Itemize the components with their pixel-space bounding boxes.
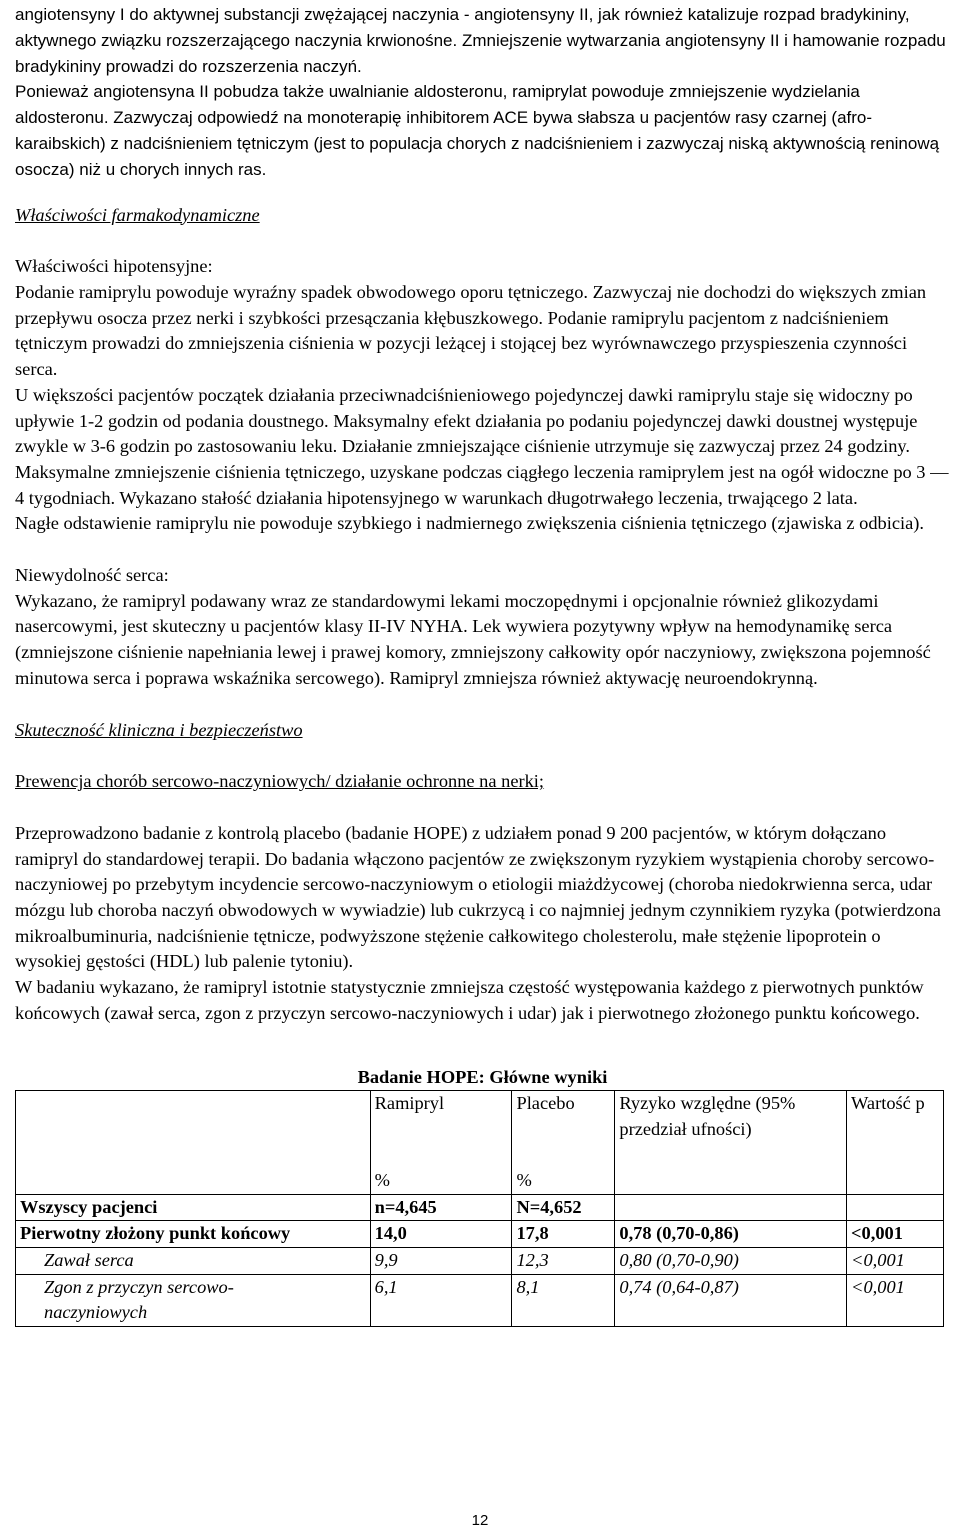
header-p-label: Wartość p	[851, 1093, 925, 1114]
row-rr: 0,74 (0,64-0,87)	[615, 1274, 847, 1326]
table-row	[16, 1221, 944, 1248]
hope-paragraph-1: Przeprowadzono badanie z kontrolą placebo (badanie HOPE) z udziałem ponad 9 200 pacjentów, w którym dołączano ramipryl do standardowej terapii. Do badania włączono pacjentów ze zwiększonym ryzykiem wystąpienia choroby sercowo-naczyniowej po przebytym incydencie sercowo-naczyniowym o etiologii miażdżycowej (choroba niedokrwienna serca, udar mózgu lub choroba naczyń obwodowych w wywiadzie) lub cukrzycą i co najmniej jednym czynnikiem ryzyka (potwierdzona mikroalbuminuria, nadciśnienie tętnicze, podwyższone stężenie całkowitego cholesterolu, małe stężenie lipoprotein o wysokiej gęstości (HDL) lub palenie tytoniu).	[15, 822, 941, 972]
row-label: Zgon z przyczyn sercowo-naczyniowych	[16, 1274, 371, 1326]
table-row	[16, 1194, 944, 1221]
hypotensive-paragraph-4: Nagłe odstawienie ramiprylu nie powoduje szybkiego i nadmiernego zwiększenia ciśnienia tętniczego (zjawiska z odbicia).	[15, 513, 924, 534]
heart-failure-label: Niewydolność serca:	[15, 565, 169, 586]
row-p: <0,001	[847, 1221, 944, 1248]
row-placebo: 17,8	[512, 1221, 615, 1248]
header-rr-label: Ryzyko względne (95% przedział ufności)	[619, 1093, 796, 1139]
heart-failure-paragraph: Wykazano, że ramipryl podawany wraz ze standardowymi lekami moczopędnymi i opcjonalnie również glikozydami nasercowymi, jest skuteczny u pacjentów klasy II-IV NYHA. Lek wywiera pozytywny wpływ na hemodynamikę serca (zmniejszone ciśnienie napełniania lewej i prawej komory, zmniejszony całkowity opór naczyniowy, zwiększona pojemność minutowa serca i poprawa wskaźnika sercowego). Ramipryl zmniejsza również aktywację neuroendokrynną.	[15, 590, 931, 688]
table-header-empty	[16, 1091, 371, 1194]
hypotensive-paragraph-3: Maksymalne zmniejszenie ciśnienia tętniczego, uzyskane podczas ciągłego leczenia ramiprylem jest na ogół widoczne po 3 — 4 tygodniach. Wykazano stałość działania hipotensyjnego w warunkach długotrwałego leczenia, trwającego 2 lata.	[15, 461, 949, 508]
row-ramipril: 9,9	[370, 1248, 512, 1275]
row-placebo: 8,1	[512, 1274, 615, 1326]
table-header-rr	[615, 1091, 847, 1194]
row-label: Wszyscy pacjenci	[16, 1194, 371, 1221]
hypotensive-label: Właściwości hipotensyjne:	[15, 256, 213, 277]
row-ramipril: 6,1	[370, 1274, 512, 1326]
row-label: Zawał serca	[16, 1248, 371, 1275]
row-p	[847, 1194, 944, 1221]
header-placebo-label: Placebo	[516, 1093, 575, 1114]
intro-section	[15, 0, 950, 183]
row-placebo: N=4,652	[512, 1194, 615, 1221]
row-ramipril: 14,0	[370, 1221, 512, 1248]
document-page	[15, 0, 950, 1327]
table-title: Badanie HOPE: Główne wyniki	[357, 1066, 608, 1087]
hypotensive-paragraph-1: Podanie ramiprylu powoduje wyraźny spadek obwodowego oporu tętniczego. Zazwyczaj nie dochodzi do większych zmian przepływu osocza przez nerki i szybkości przesączania kłębuszkowego. Podanie ramiprylu pacjentom z nadciśnieniem tętniczym prowadzi do zmniejszenia ciśnienia w pozycji leżącej i stojącej bez wyrównawczego przyspieszenia czynności serca.	[15, 281, 927, 380]
intro-paragraph-1: angiotensyny I do aktywnej substancji zwężającej naczynia - angiotensyny II, jak również katalizuje rozpad bradykininy, aktywnego związku rozszerzającego naczynia krwionośne. Zmniejszenie wytwarzania angiotensyny II i hamowanie rozpadu bradykininy prowadzi do rozszerzenia naczyń.	[15, 5, 946, 76]
row-placebo: 12,3	[512, 1248, 615, 1275]
hypotensive-paragraph-2: U większości pacjentów początek działania przeciwnadciśnieniowego pojedynczej dawki ramiprylu staje się widoczny po upływie 1-2 godzin od podania doustnego. Maksymalny efekt działania po podaniu pojedynczej dawki doustnej występuje zwykle w 3-6 godzin po zastosowaniu leku. Działanie zmniejszające ciśnienie utrzymuje się zazwyczaj przez 24 godziny.	[15, 384, 918, 457]
efficacy-heading: Skuteczność kliniczna i bezpieczeństwo	[15, 719, 303, 740]
page-number: 12	[471, 1512, 489, 1529]
hope-results-table	[15, 1090, 944, 1327]
row-rr	[615, 1194, 847, 1221]
row-p: <0,001	[847, 1248, 944, 1275]
hope-paragraph-2: W badaniu wykazano, że ramipryl istotnie statystycznie zmniejsza częstość występowania każdego z pierwotnych punktów końcowych (zawał serca, zgon z przyczyn sercowo-naczyniowych i udar) jak i pierwotnego złożonego punktu końcowego.	[15, 977, 924, 1023]
table-header-p	[847, 1091, 944, 1194]
pharmacodynamics-heading: Właściwości farmakodynamiczne	[15, 204, 260, 225]
row-p: <0,001	[847, 1274, 944, 1326]
header-placebo-unit: %	[516, 1169, 532, 1190]
row-ramipril: n=4,645	[370, 1194, 512, 1221]
header-ramipril-unit: %	[374, 1169, 390, 1190]
table-row	[16, 1248, 944, 1275]
table-header-row	[16, 1091, 944, 1194]
row-rr: 0,78 (0,70-0,86)	[615, 1221, 847, 1248]
row-rr: 0,80 (0,70-0,90)	[615, 1248, 847, 1275]
intro-paragraph-2: Ponieważ angiotensyna II pobudza także uwalnianie aldosteronu, ramiprylat powoduje zmniejszenie wydzielania aldosteronu. Zazwyczaj odpowiedź na monoterapię inhibitorem ACE bywa słabsza u pacjentów rasy czarnej (afro-karaibskich) z nadciśnieniem tętniczym (jest to populacja chorych z nadciśnieniem i zazwyczaj niską aktywnością reninową osocza) niż u chorych innych ras.	[15, 82, 940, 179]
row-label: Pierwotny złożony punkt końcowy	[16, 1221, 371, 1248]
table-header-ramipril	[370, 1091, 512, 1194]
header-ramipril-label: Ramipryl	[374, 1093, 445, 1114]
prevention-heading: Prewencja chorób sercowo-naczyniowych/ działanie ochronne na nerki;	[15, 771, 545, 792]
table-header-placebo	[512, 1091, 615, 1194]
pharmacodynamics-section	[15, 203, 950, 1091]
table-row	[16, 1274, 944, 1326]
